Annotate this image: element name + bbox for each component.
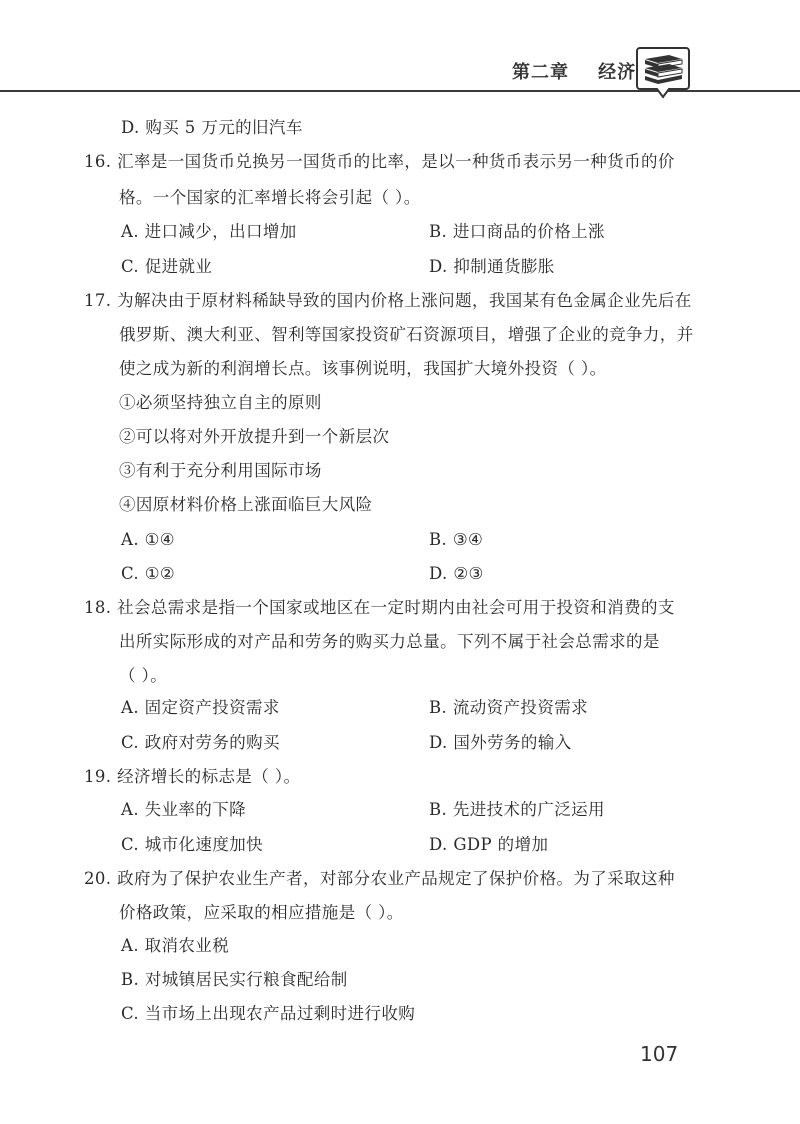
q20-stem-line-2: 价格政策，应采取的相应措施是（ ）。 <box>119 903 404 922</box>
q19-option-d: D. GDP 的增加 <box>429 835 549 854</box>
q19-option-b: B. 先进技术的广泛运用 <box>429 800 605 819</box>
q17-statement-4: ④因原材料价格上涨面临巨大风险 <box>119 495 373 514</box>
q16-stem-line-1: 16. 汇率是一国货币兑换另一国货币的比率，是以一种货币表示另一种货币的价 <box>84 152 675 171</box>
q17-stem-line-3: 使之成为新的利润增长点。该事例说明，我国扩大境外投资（ ）。 <box>119 359 607 378</box>
q20-option-a: A. 取消农业税 <box>121 936 230 955</box>
q18-stem-line-1: 18. 社会总需求是指一个国家或地区在一定时期内由社会可用于投资和消费的支 <box>84 598 675 617</box>
q19-option-c: C. 城市化速度加快 <box>121 835 264 854</box>
q17-option-d: D. ②③ <box>429 564 484 583</box>
q20-option-b: B. 对城镇居民实行粮食配给制 <box>121 970 348 989</box>
q17-statement-2: ②可以将对外开放提升到一个新层次 <box>119 427 390 446</box>
q15-option-d: D. 购买 5 万元的旧汽车 <box>121 118 303 137</box>
q20-option-c: C. 当市场上出现农产品过剩时进行收购 <box>121 1004 416 1023</box>
q18-option-a: A. 固定资产投资需求 <box>121 698 280 717</box>
q18-option-d: D. 国外劳务的输入 <box>429 733 572 752</box>
chapter-title: 第二章 经济 <box>512 62 637 83</box>
q18-stem-line-2: 出所实际形成的对产品和劳务的购买力总量。下列不属于社会总需求的是 <box>119 632 660 651</box>
q16-option-b: B. 进口商品的价格上涨 <box>429 222 605 241</box>
q19-stem-line-1: 19. 经济增长的标志是（ ）。 <box>84 767 301 786</box>
q18-option-c: C. 政府对劳务的购买 <box>121 733 280 752</box>
books-icon <box>636 44 690 102</box>
q17-option-c: C. ①② <box>121 564 176 583</box>
q16-option-c: C. 促进就业 <box>121 257 213 276</box>
q18-stem-line-3: （ ）。 <box>119 666 168 685</box>
q16-option-a: A. 进口减少，出口增加 <box>121 222 297 241</box>
q16-stem-line-2: 格。一个国家的汇率增长将会引起（ ）。 <box>119 188 421 207</box>
q17-option-a: A. ①④ <box>121 530 175 549</box>
q19-option-a: A. 失业率的下降 <box>121 800 247 819</box>
q17-stem-line-1: 17. 为解决由于原材料稀缺导致的国内价格上涨问题，我国某有色金属企业先后在 <box>84 291 692 310</box>
q18-option-b: B. 流动资产投资需求 <box>429 698 589 717</box>
page-number: 107 <box>640 1042 679 1066</box>
q20-stem-line-1: 20. 政府为了保护农业生产者，对部分农业产品规定了保护价格。为了采取这种 <box>84 869 675 888</box>
q17-option-b: B. ③④ <box>429 530 484 549</box>
q16-option-d: D. 抑制通货膨胀 <box>429 257 555 276</box>
q17-stem-line-2: 俄罗斯、澳大利亚、智利等国家投资矿石资源项目，增强了企业的竞争力，并 <box>119 325 694 344</box>
q17-statement-3: ③有利于充分利用国际市场 <box>119 461 322 480</box>
q17-statement-1: ①必须坚持独立自主的原则 <box>119 393 322 412</box>
